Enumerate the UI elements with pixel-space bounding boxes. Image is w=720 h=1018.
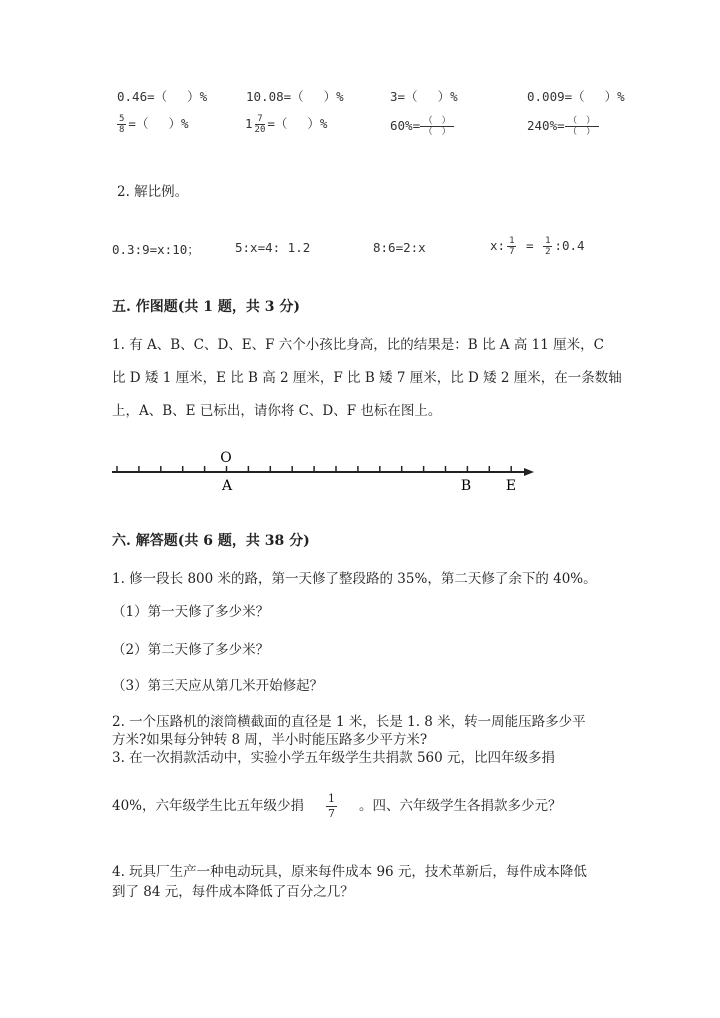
proportion-4: x: $\frac{1}{7}$ = $\frac{1}{2}$ :0.4: [490, 236, 585, 257]
proportion-1: 0.3:9=x:10；: [112, 242, 200, 257]
conv-8: 240%= （ ） （ ）: [527, 116, 599, 137]
conv-1: 0.46=（ ）%: [117, 89, 208, 104]
q6-1: 1. 修一段长 800 米的路，第一天修了整段路的 35%，第二天修了余下的 40%。: [112, 571, 597, 587]
conv-3: 3=（ ）%: [390, 89, 458, 104]
q6-4: 4. 玩具厂生产一种电动玩具，原来每件成本 96 元，技术革新后，每件成本降低: [112, 864, 587, 880]
label-B: B: [460, 478, 472, 494]
proportion-2: 5:x=4: 1.2: [235, 240, 311, 255]
conv-6: 1 $\frac{7}{20}$ =（ ）%: [245, 114, 328, 135]
label-A: A: [221, 478, 233, 494]
conv-2: 10.08=（ ）%: [246, 89, 344, 104]
q6-1-sub: （3）第三天应从第几米开始修起？: [112, 678, 324, 694]
label-E: E: [505, 478, 517, 494]
conv-7: 60%= （ ） （ ）: [390, 116, 454, 137]
q5-line: 比 D 矮 1 厘米，E 比 B 高 2 厘米，F 比 B 矮 7 厘米，比 D 矮 2 厘米，在一条数轴: [112, 370, 622, 386]
number-line: [0, 440, 720, 500]
label-O: O: [220, 450, 232, 466]
q5-line: 上，A、B、E 已标出，请你将 C、D、F 也标在图上。: [112, 403, 442, 419]
conv-4: 0.009=（ ）%: [527, 89, 625, 104]
q6-2: 2. 一个压路机的滚筒横截面的直径是 1 米，长是 1. 8 米，转一周能压路多少平: [112, 714, 586, 730]
question-2-title: 2. 解比例。: [117, 184, 189, 200]
q6-4: 到了 84 元，每件成本降低了百分之几？: [112, 884, 354, 900]
q6-3: 40%，六年级学生比五年级少捐 $\frac{1}{7}$ 。四、六年级学生各捐款多少元？: [112, 792, 562, 820]
q5-line: 1. 有 A、B、C、D、E、F 六个小孩比身高，比的结果是：B 比 A 高 11 厘米，C: [112, 337, 604, 353]
section-6-heading: 六. 解答题(共 6 题，共 38 分): [112, 533, 310, 549]
proportion-3: 8:6=2:x: [373, 240, 426, 255]
section-5-heading: 五. 作图题(共 1 题，共 3 分): [112, 299, 300, 315]
q6-1-sub: （2）第二天修了多少米？: [112, 642, 270, 658]
conv-5: $\frac{5}{8}$ =（ ）%: [119, 114, 189, 135]
q6-2: 方米?如果每分钟转 8 周，半小时能压路多少平方米?: [112, 732, 428, 748]
q6-3: 3. 在一次捐款活动中，实验小学五年级学生共捐款 560 元，比四年级多捐: [112, 750, 556, 766]
q6-1-sub: （1）第一天修了多少米？: [112, 604, 270, 620]
arrow-icon: [524, 468, 534, 476]
